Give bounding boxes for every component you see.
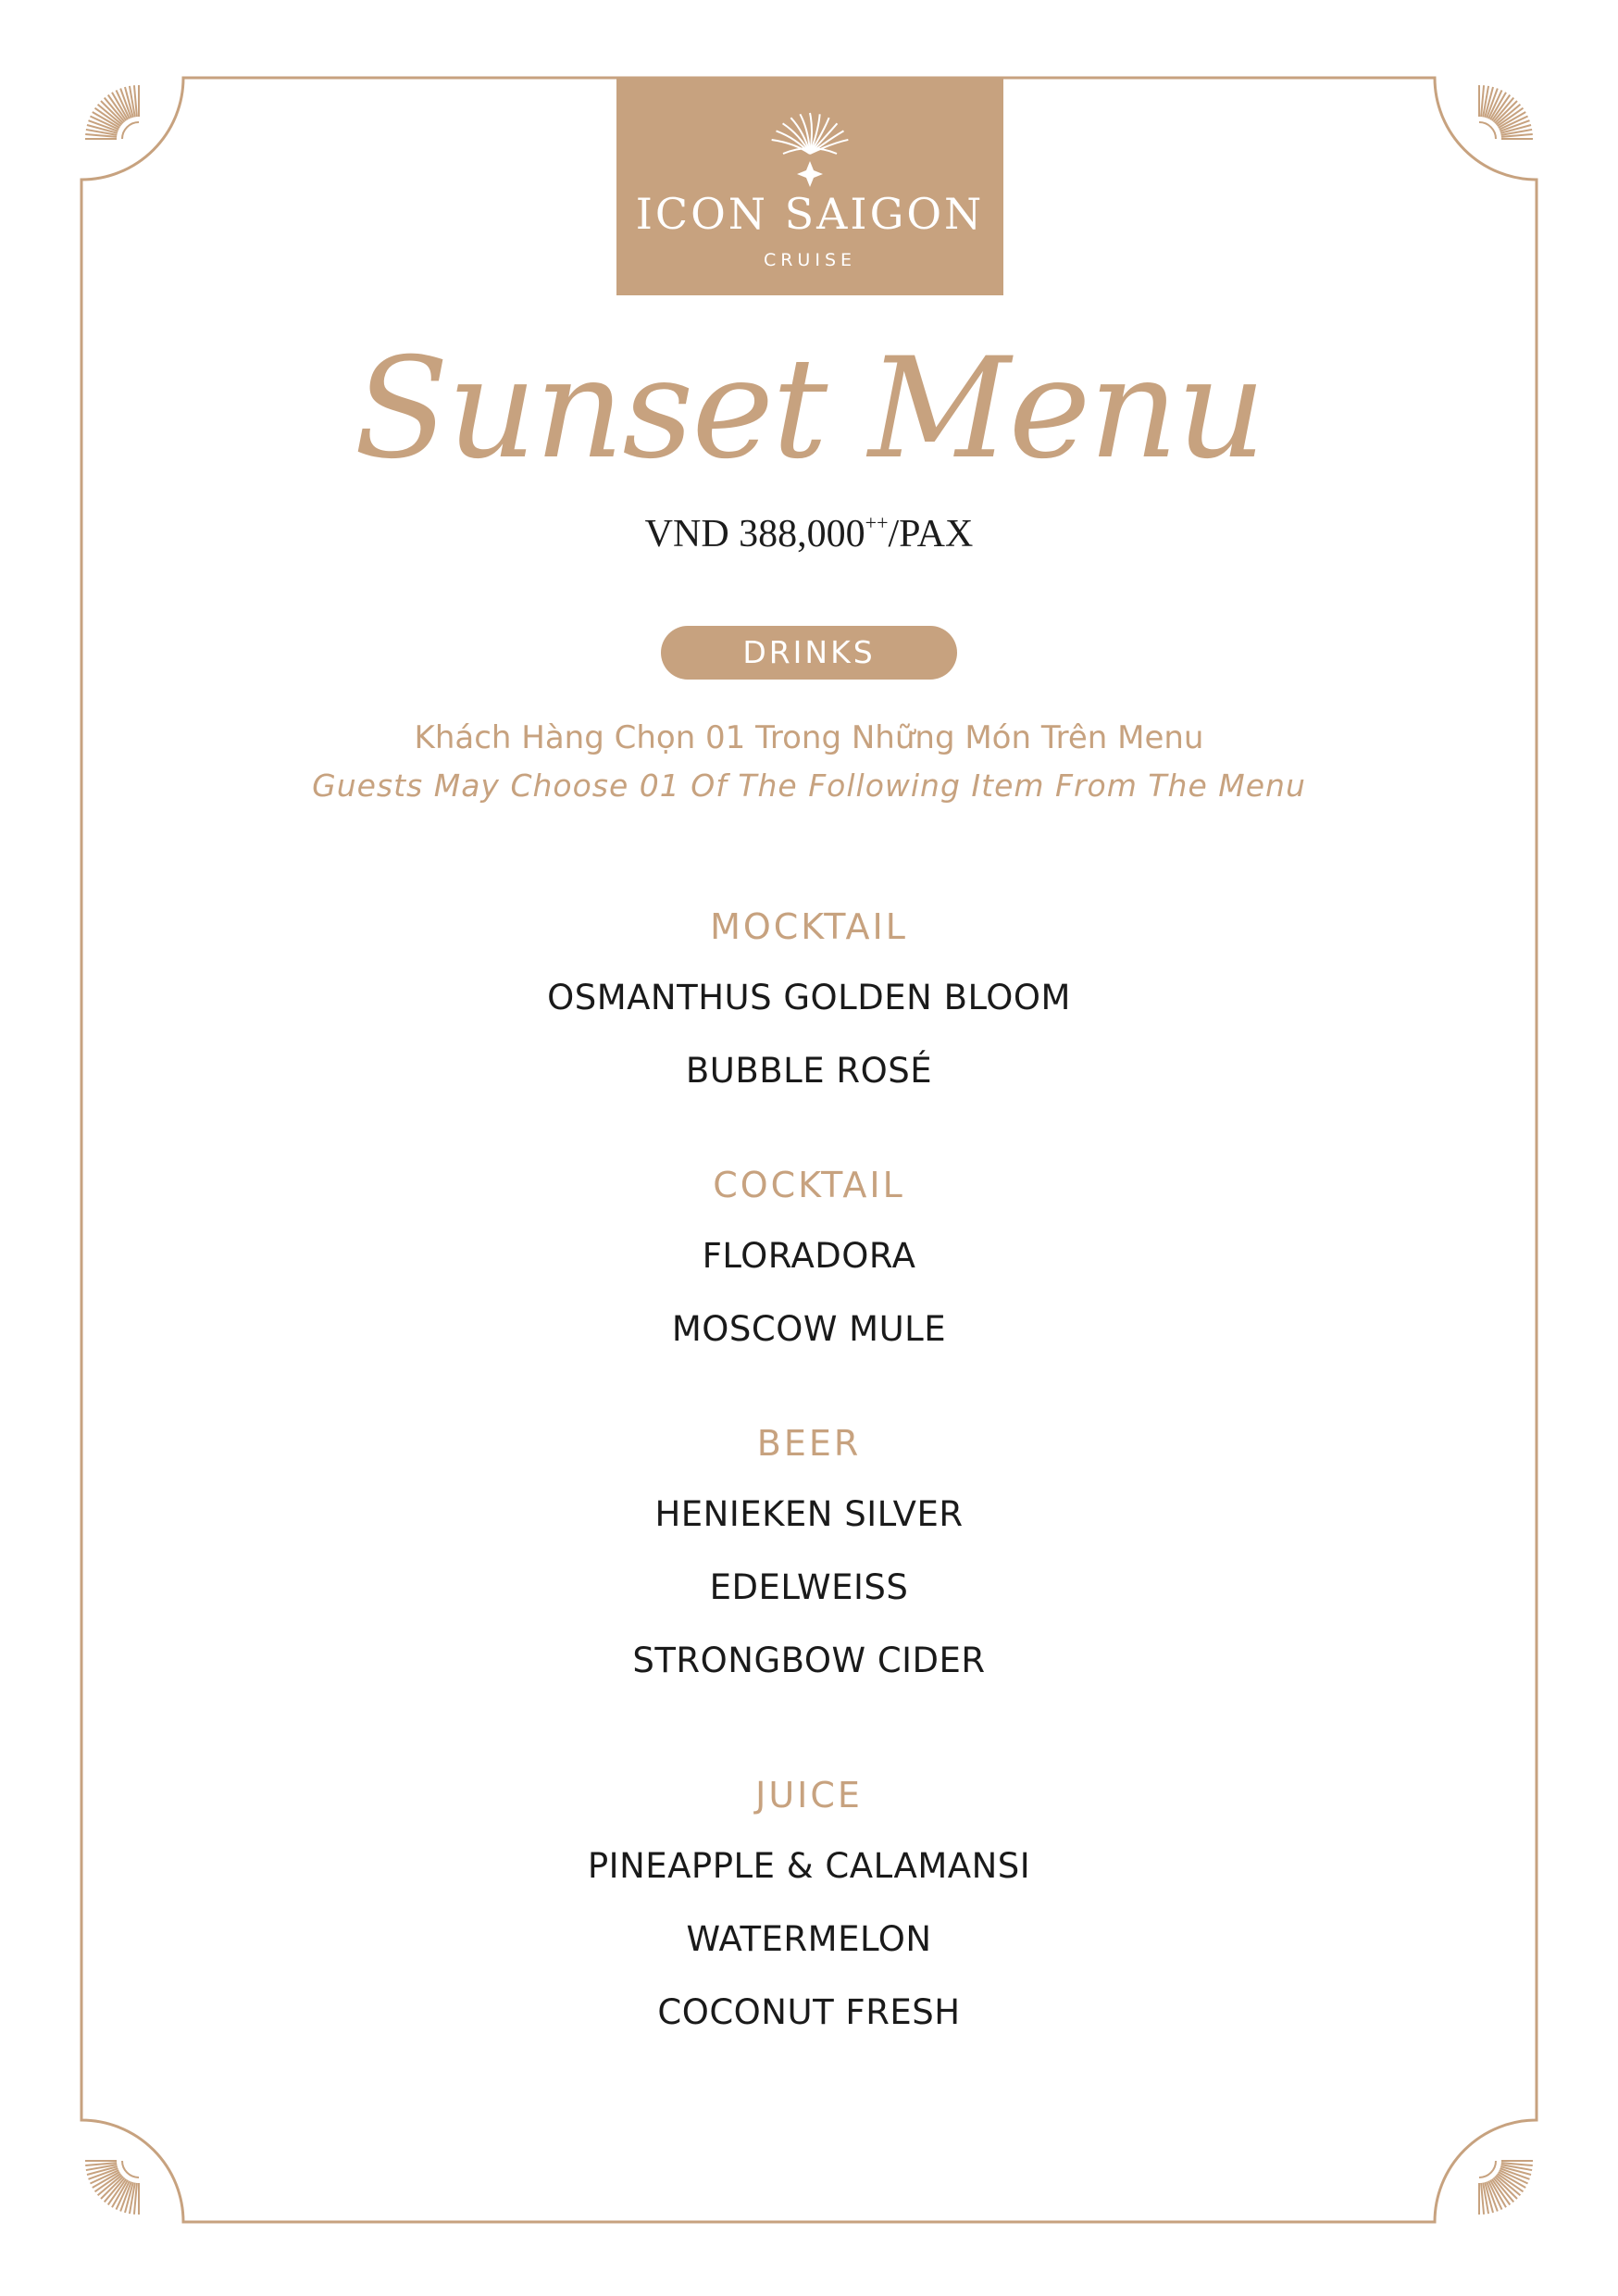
menu-item: WATERMELON: [686, 1919, 932, 1959]
menu-item: STRONGBOW CIDER: [632, 1641, 986, 1680]
category-heading: BEER: [756, 1423, 862, 1464]
menu-item: HENIEKEN SILVER: [654, 1494, 964, 1534]
sunburst-corner-icon: [1479, 85, 1533, 139]
sunburst-corner-icon: [1479, 2161, 1533, 2215]
brand-subline: CRUISE: [763, 250, 857, 270]
menu-item: EDELWEISS: [709, 1567, 909, 1607]
category-heading: MOCKTAIL: [710, 906, 908, 947]
menu-item: BUBBLE ROSÉ: [685, 1051, 933, 1091]
note-vietnamese: Khách Hàng Chọn 01 Trong Những Món Trên Menu: [414, 719, 1204, 756]
price-suffix: /PAX: [888, 513, 974, 555]
category-heading: COCKTAIL: [713, 1165, 905, 1205]
price-superscript: ++: [865, 511, 889, 534]
brand-logo: [616, 78, 1003, 295]
section-badge: DRINKS: [661, 626, 957, 680]
brand-name: ICON SAIGON: [635, 189, 985, 239]
note-english: Guests May Choose 01 Of The Following Item From The Menu: [312, 767, 1306, 804]
category-heading: JUICE: [755, 1775, 863, 1816]
price-value: VND 388,000: [644, 513, 865, 555]
menu-item: OSMANTHUS GOLDEN BLOOM: [547, 978, 1071, 1017]
menu-item: COCONUT FRESH: [657, 1992, 961, 2032]
menu-item: FLORADORA: [702, 1236, 916, 1276]
menu-item: PINEAPPLE & CALAMANSI: [587, 1846, 1031, 1886]
menu-item: MOSCOW MULE: [671, 1309, 947, 1349]
menu-title: Sunset Menu: [354, 329, 1264, 490]
sunburst-corner-icon: [85, 85, 139, 139]
sunburst-corner-icon: [85, 2161, 139, 2215]
menu-price: [0, 511, 1618, 556]
